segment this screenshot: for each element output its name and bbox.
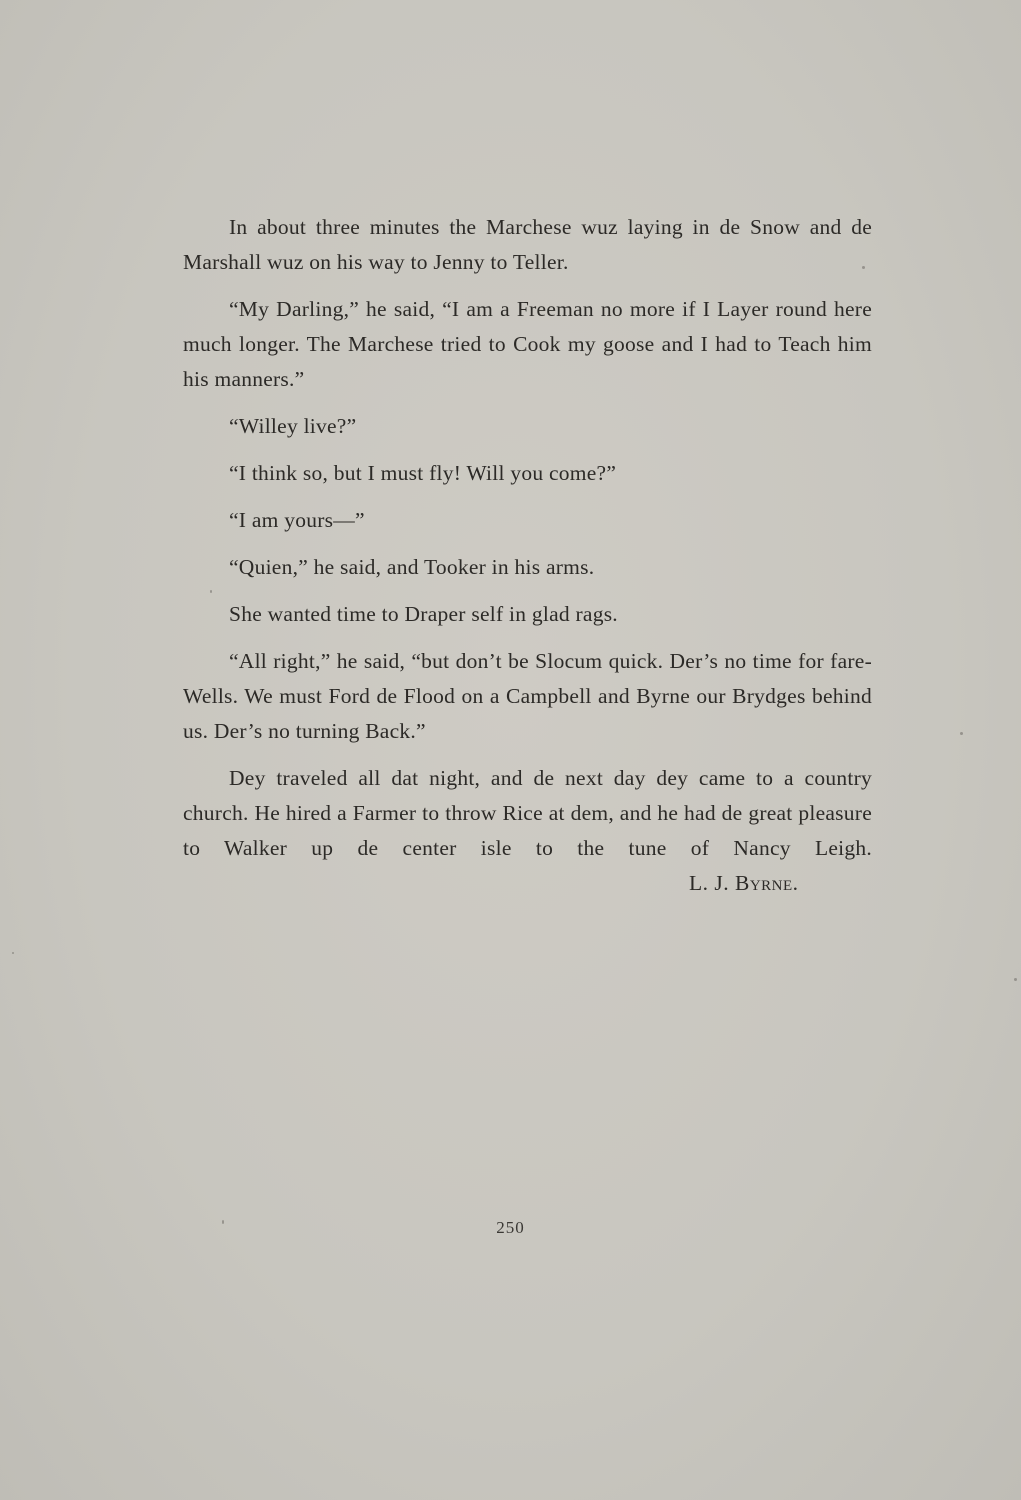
page-number: 250 <box>496 1218 525 1237</box>
paragraph: “My Darling,” he said, “I am a Freeman no more if I Layer round here much longer. The Marchese tried to Cook my goose and I had to Teach him his manners.” <box>183 297 872 391</box>
paper-speck <box>222 1220 224 1224</box>
author-signature: L. J. Byrne. <box>689 871 799 895</box>
paper-speck <box>12 952 14 954</box>
paper-speck <box>960 732 963 735</box>
paragraph: “Quien,” he said, and Tooker in his arms. <box>229 555 595 579</box>
paragraph: “I think so, but I must fly! Will you come?” <box>229 461 617 485</box>
paragraph: “Willey live?” <box>229 414 357 438</box>
paper-speck <box>210 590 212 593</box>
paragraph: “I am yours—” <box>229 508 365 532</box>
paragraph: She wanted time to Draper self in glad rags. <box>229 602 618 626</box>
paragraph: In about three minutes the Marchese wuz laying in de Snow and de Marshall wuz on his way to Jenny to Teller. <box>183 215 872 274</box>
story-text <box>183 210 872 878</box>
paper-speck <box>862 266 865 269</box>
paragraph: “All right,” he said, “but don’t be Slocum quick. Der’s no time for fare-Wells. We must Ford de Flood on a Campbell and Byrne our Brydges behind us. Der’s no turning Back.” <box>183 649 872 743</box>
paragraph: Dey traveled all dat night, and de next day dey came to a country church. He hired a Farmer to throw Rice at dem, and he had de great pleasure to Walker up de center isle to the tune of Nancy Leigh. <box>183 766 872 860</box>
paper-speck <box>1014 978 1017 981</box>
